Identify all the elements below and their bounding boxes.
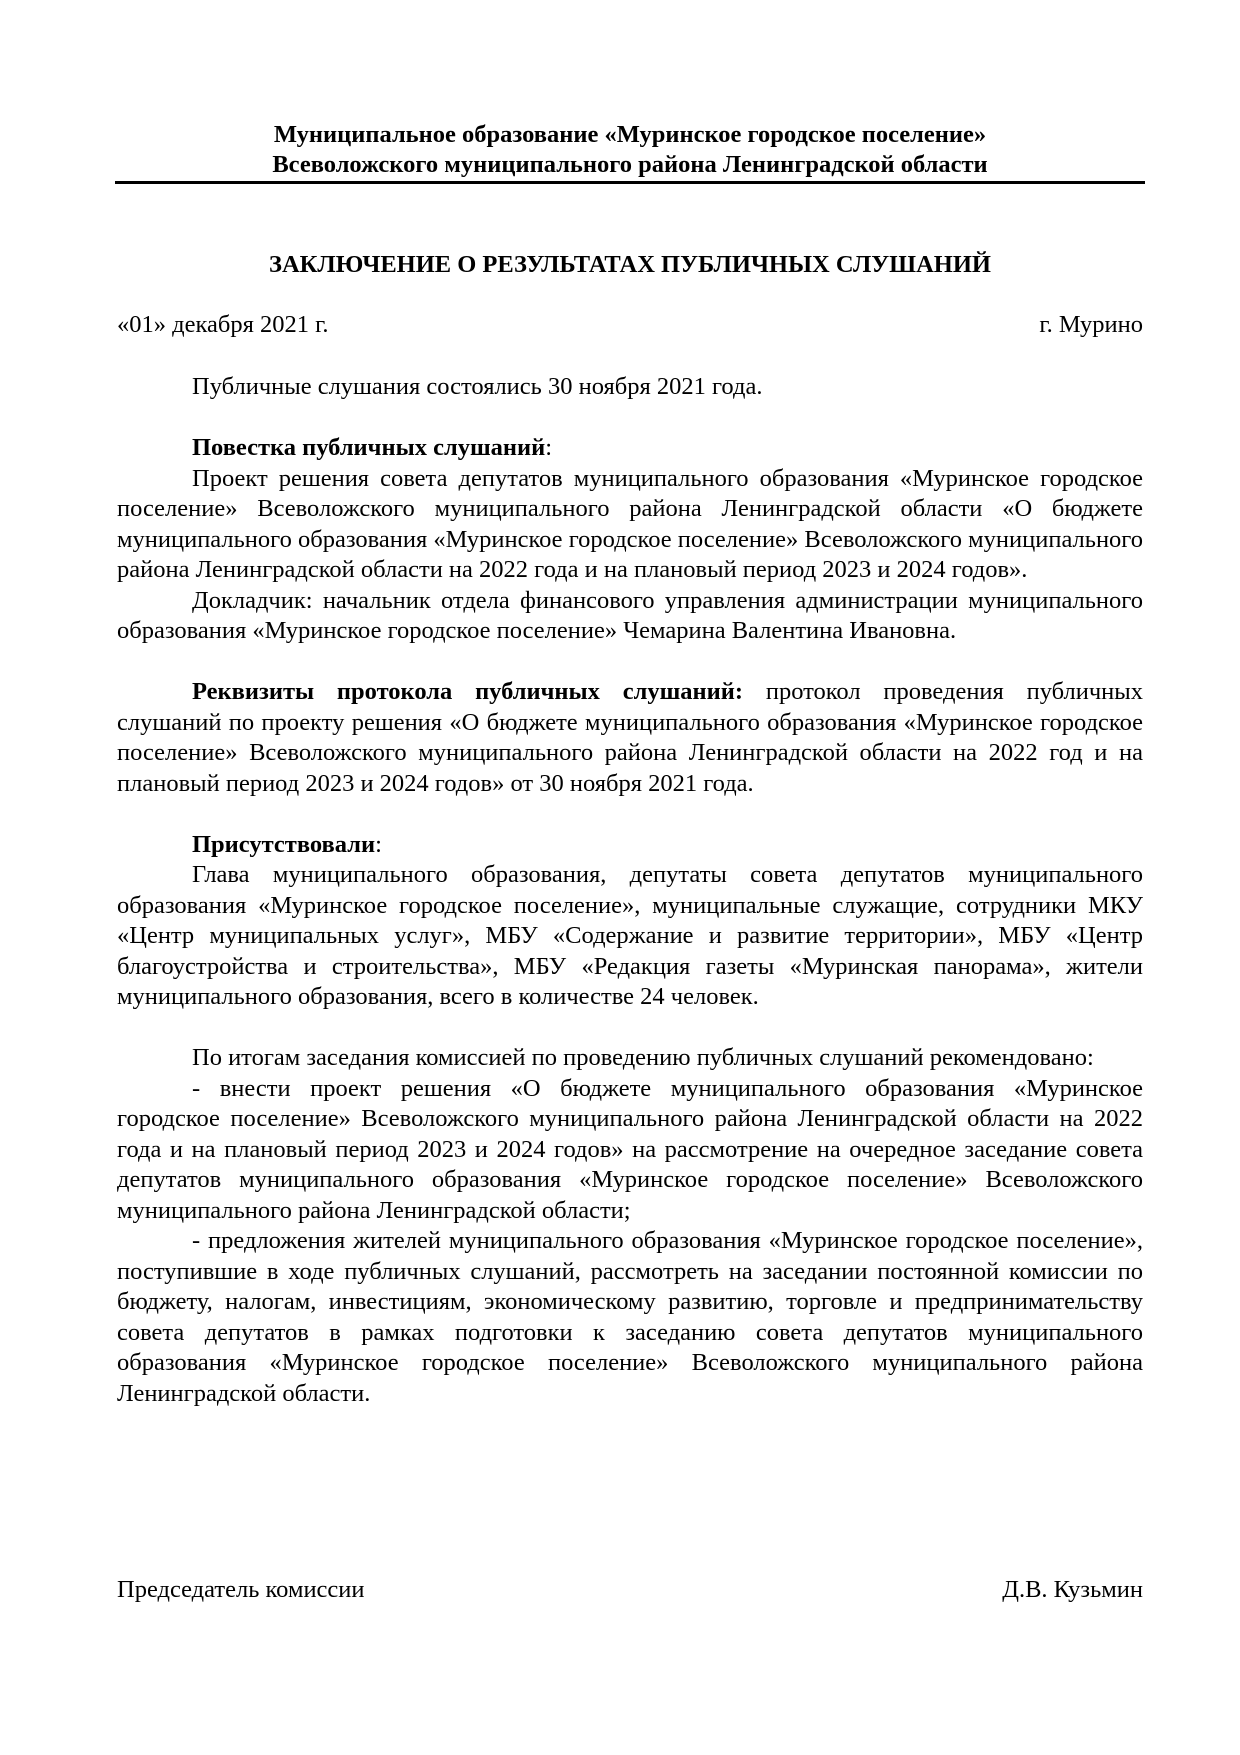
agenda-speaker-paragraph: Докладчик: начальник отдела финансового управления администрации муниципального образования «Муринское городское поселение» Чемарина Валентина Ивановна.	[117, 586, 1143, 644]
attendees-heading-line	[117, 830, 1143, 861]
header-line-2: Всеволожского муниципального района Ленинградской области	[272, 151, 988, 178]
signature-name: Д.В. Кузьмин	[1002, 1576, 1143, 1603]
attendees-heading-suffix: :	[375, 830, 382, 858]
spacer	[117, 799, 1143, 830]
spacer	[117, 1013, 1143, 1044]
attendees-heading: Присутствовали	[192, 830, 376, 858]
document-title: ЗАКЛЮЧЕНИЕ О РЕЗУЛЬТАТАХ ПУБЛИЧНЫХ СЛУШАНИЙ	[269, 251, 991, 278]
date-place-line	[117, 310, 1143, 340]
document-place: г. Мурино	[1039, 311, 1143, 338]
signature-role: Председатель комиссии	[117, 1576, 365, 1603]
agenda-project-paragraph: Проект решения совета депутатов муниципального образования «Муринское городское поселение» Всеволожского муниципального района Ленинградской области «О бюджете муниципального образования «Муринское городское поселение» Всеволожского муниципального района Ленинградской области на 2022 года и на плановый период 2023 и 2024 годов».	[117, 464, 1143, 583]
document-date: «01» декабря 2021 г.	[117, 311, 329, 338]
document-header	[115, 120, 1145, 180]
protocol-text: протокол проведения публичных слушаний по проекту решения «О бюджете муниципального образования «Муринское городское поселение» Всеволожского муниципального района Ленинградской области на 2022 год и на плановый период 2023 и 2024 годов» от 30 ноября 2021 года.	[117, 678, 1143, 797]
agenda-heading-line	[117, 433, 1143, 464]
protocol-heading: Реквизиты протокола публичных слушаний:	[192, 678, 744, 705]
intro-paragraph: Публичные слушания состоялись 30 ноября 2021 года.	[192, 373, 763, 400]
recommendation-item: - предложения жителей муниципального образования «Муринское городское поселение», поступившие в ходе публичных слушаний, рассмотреть на заседании постоянной комиссии по бюджету, налогам, инвестициям, экономическому развитию, торговле и предпринимательству совета депутатов в рамках подготовки к заседанию совета депутатов муниципального образования «Муринское городское поселение» Всеволожского муниципального района Ленинградской области.	[117, 1227, 1143, 1407]
protocol-paragraph	[117, 677, 1143, 799]
agenda-heading: Повестка публичных слушаний	[192, 434, 546, 461]
recommendations-intro: По итогам заседания комиссией по проведению публичных слушаний рекомендовано:	[192, 1044, 1094, 1071]
header-line-1: Муниципальное образование «Муринское городское поселение»	[273, 121, 987, 148]
document-body	[117, 372, 1143, 1409]
spacer	[117, 403, 1143, 434]
signature-block	[117, 1575, 1143, 1605]
attendees-paragraph: Глава муниципального образования, депутаты совета депутатов муниципального образования «Муринское городское поселение», муниципальные служащие, сотрудники МКУ «Центр муниципальных услуг», МБУ «Содержание и развитие территории», МБУ «Центр благоустройства и строительства», МБУ «Редакция газеты «Муринская панорама», жители муниципального образования, всего в количестве 24 человек.	[117, 861, 1143, 1010]
spacer	[117, 647, 1143, 678]
recommendation-item: - внести проект решения «О бюджете муниципального образования «Муринское городское поселение» Всеволожского муниципального района Ленинградской области на 2022 года и на плановый период 2023 и 2024 годов» на рассмотрение на очередное заседание совета депутатов муниципального образования «Муринское городское поселение» Всеволожского муниципального района Ленинградской области;	[117, 1074, 1143, 1224]
agenda-heading-suffix: :	[545, 434, 553, 461]
header-divider	[115, 181, 1145, 184]
